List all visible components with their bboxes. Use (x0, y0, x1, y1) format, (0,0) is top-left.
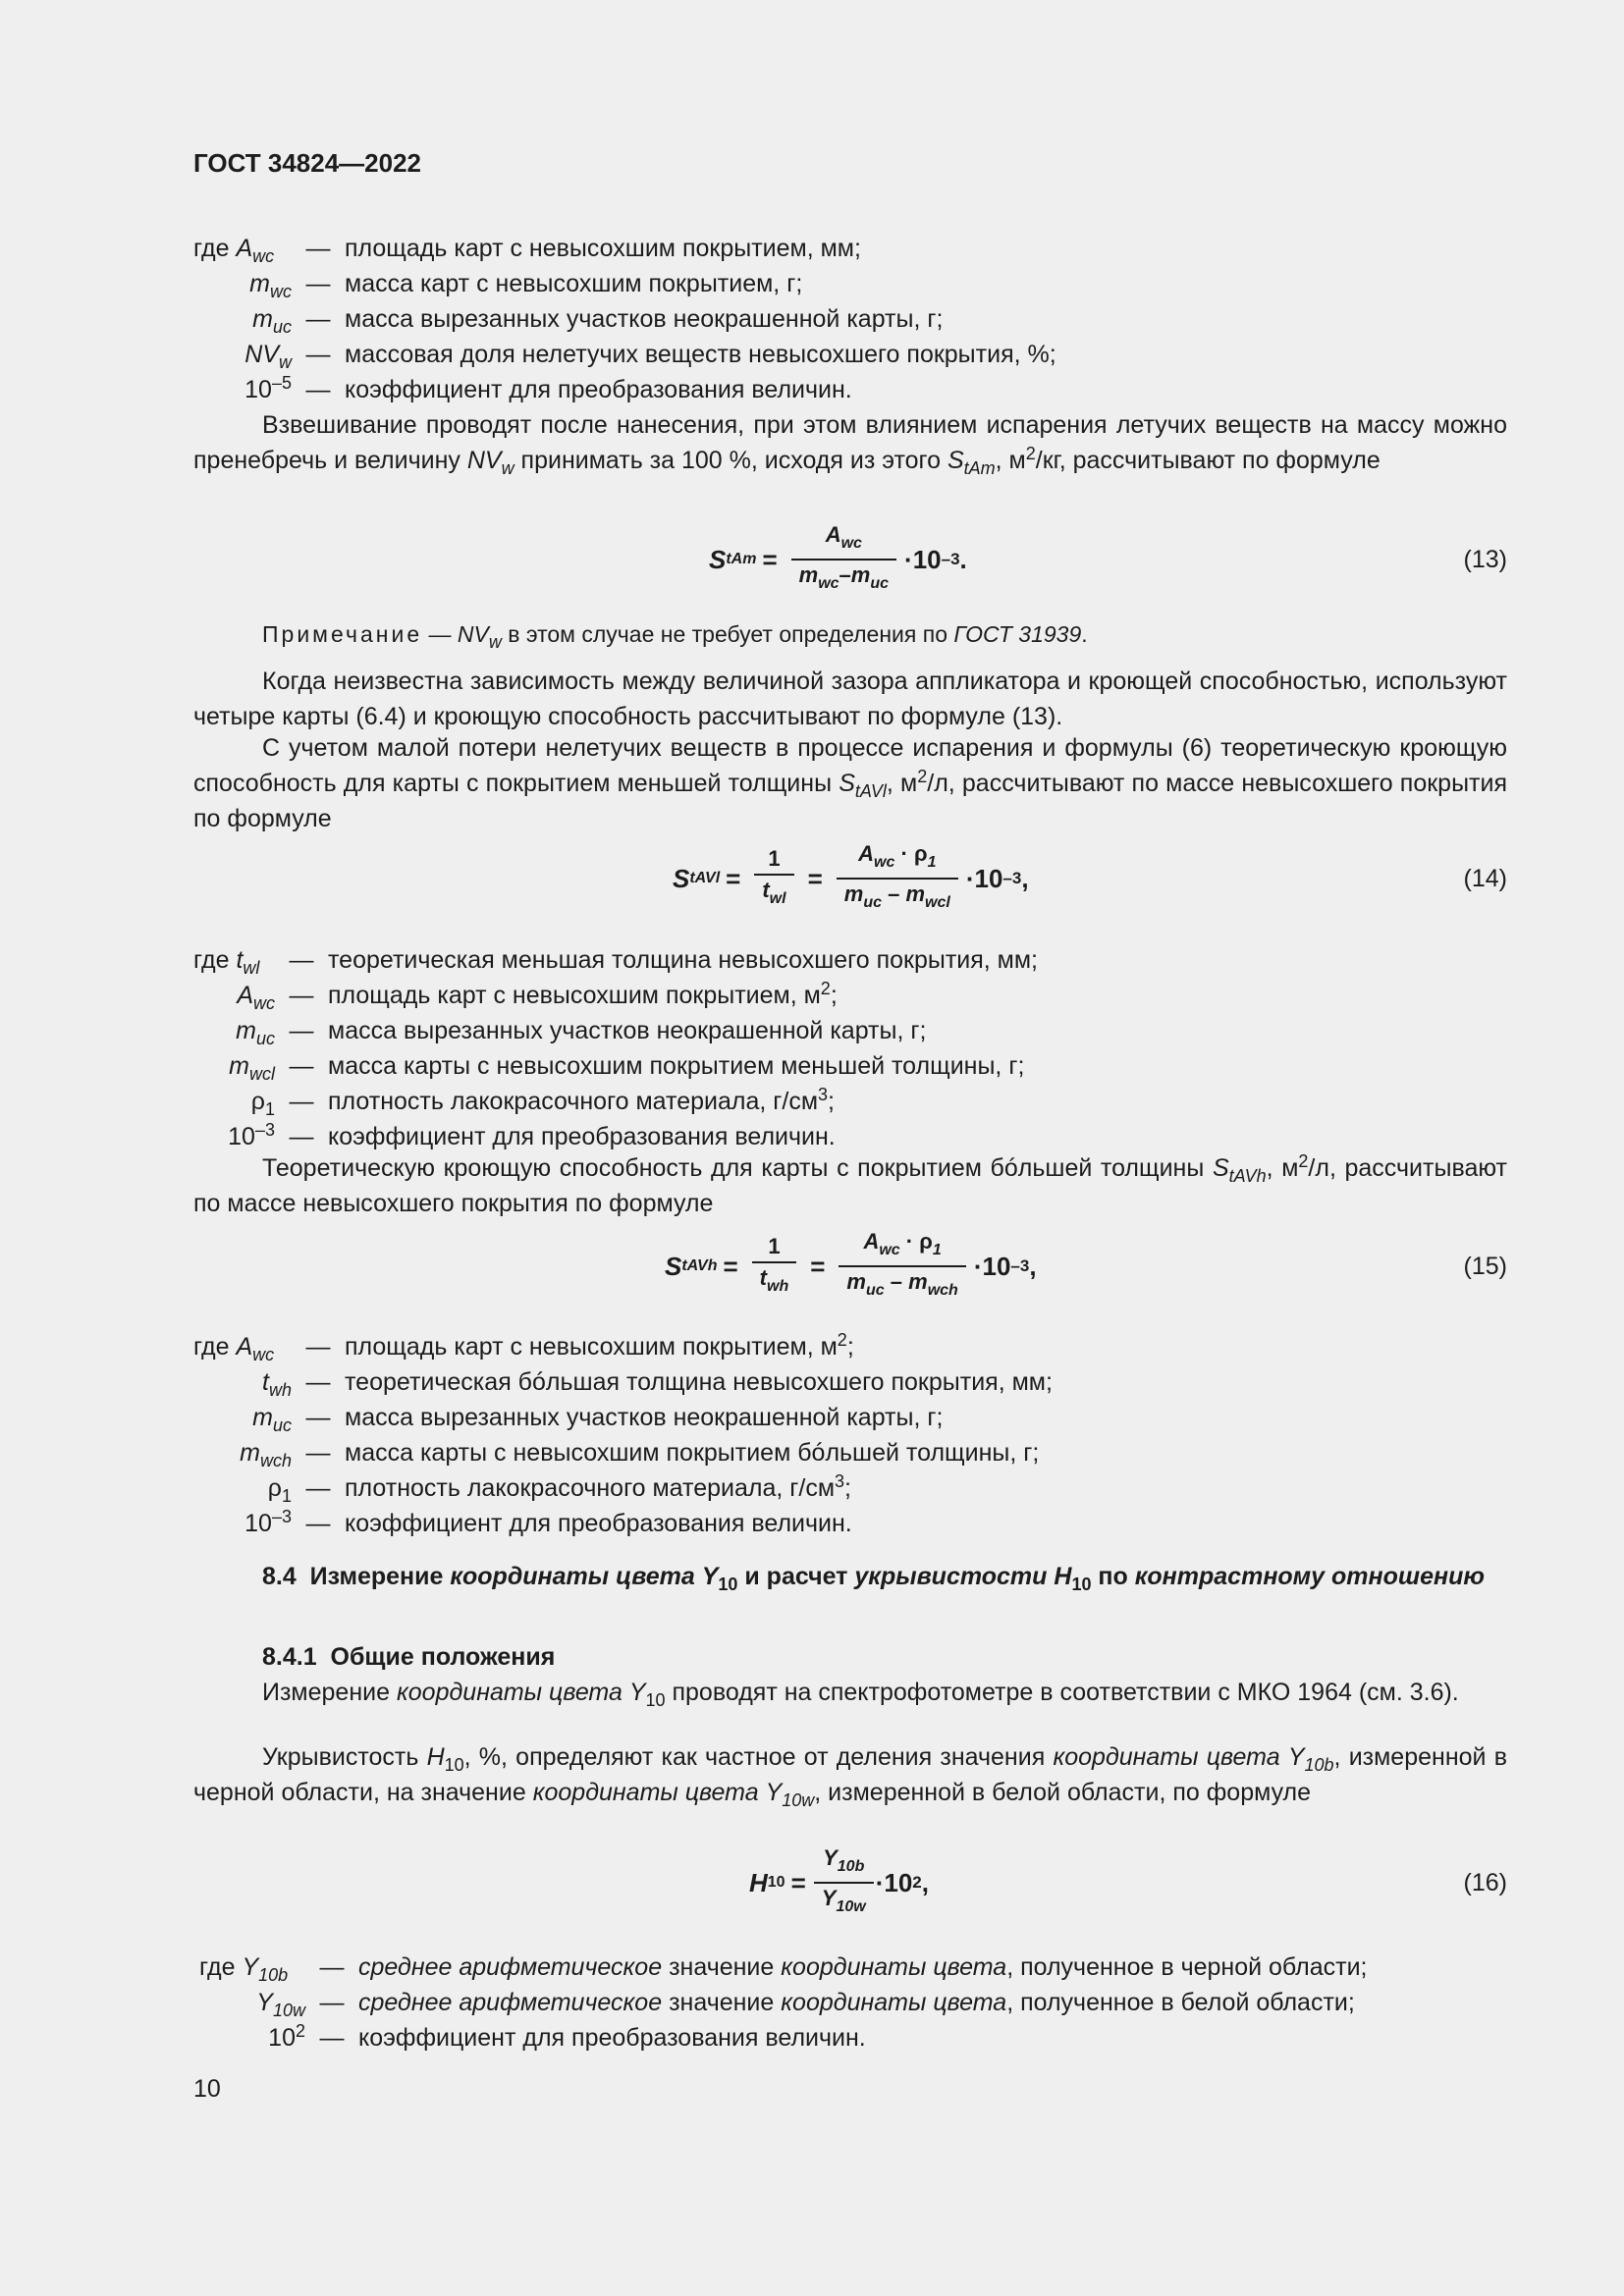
fraction: $\frac{A_{wc}}{m_{wc}-m_{uc}}$ (791, 520, 896, 599)
paragraph-thinner: С учетом малой потери нелетучих веществ в процессе испарения и формулы (6) теоретическую кроющую способность для карты с покрытием меньшей толщины $S_{tAVl}$, $м^2/л$, рассчитывают по массе невысохшего покрытия по формуле (193, 734, 1507, 832)
list-item: где $A_{wc}$ — площадь карт с невысохшим покрытием, $м^2$; (193, 1330, 854, 1364)
list-item: $A_{wc}$ — площадь карт с невысохшим покрытием, $м^2$; (237, 979, 838, 1013)
list-item: $m_{uc}$ — масса вырезанных участков неокрашенной карты, г; (252, 1404, 944, 1435)
fraction: $\frac{1}{t_{wh}}$ (752, 1232, 797, 1302)
section-heading-8-4-1: 8.4.1 Общие положения (262, 1643, 556, 1671)
list-item: $t_{wh}$ — теоретическая бóльшая толщина невысохшего покрытия, мм; (262, 1368, 1053, 1400)
list-item: $Y_{10w}$ — среднее арифметическое значение координаты цвета, полученное в белой области; (256, 1989, 1355, 2020)
formula-number: (15) (1463, 1253, 1507, 1280)
variable-list-4 (199, 1949, 1574, 2056)
formula-number: (16) (1463, 1869, 1507, 1896)
document-header: ГОСТ 34824—2022 (193, 148, 421, 178)
list-item: $10^2$ — коэффициент для преобразования величин. (268, 2021, 866, 2052)
list-item: $10^{-3}$ — коэффициент для преобразования величин. (228, 1120, 836, 1150)
section-heading-8-4: 8.4 Измерение координаты цвета $Y_{10}$ и расчет укрывистости $H_{10}$ по контрастному отношению (262, 1563, 1486, 1594)
list-item: $m_{wch}$ — масса карты с невысохшим покрытием бóльшей толщины, г; (240, 1439, 1040, 1470)
formula-13: S tAm = $\frac{A_{wc}}{m_{wc}-m_{uc}}$ ·10 –3 . (13) (193, 510, 1507, 609)
formula-15: S tAVh = $\frac{1}{t_{wh}}$ = $\frac{A_{wc} \cdot \rho_1}{m_{uc} - m_{wch}}$ ·10 –3 , (15) (193, 1217, 1507, 1315)
list-item: $\rho_1$ — плотность лакокрасочного материала, $г/см^3$; (250, 1085, 835, 1119)
list-item: $\rho_1$ — плотность лакокрасочного материала, $г/см^3$; (267, 1471, 851, 1506)
paragraph-measurement: Измерение координаты цвета $Y_{10}$ проводят на спектрофотометре в соответствии с МКО 1964 (см. 3.6). (262, 1679, 1459, 1710)
paragraph-hiding-power: Укрывистость $H_{10}$, %, определяют как частное от деления значения координаты цвета $Y_{10b}$, измеренной в черной области, на значение координаты цвета $Y_{10w}$, измеренной в белой области, по формуле (193, 1743, 1507, 1810)
fraction: $\frac{1}{t_{wl}}$ (754, 844, 793, 914)
formula-number: (14) (1463, 865, 1507, 892)
list-item: $NV_w$ — массовая доля нелетучих веществ невысохшего покрытия, %; (244, 341, 1056, 372)
list-item: где $A_{wc}$ — площадь карт с невысохшим покрытием, мм; (193, 235, 861, 266)
formula-16: H 10 = $\frac{Y_{10b}}{Y_{10w}}$ ·10 2 , (16) (193, 1834, 1507, 1932)
paragraph-weighing: Взвешивание проводят после нанесения, при этом влиянием испарения летучих веществ на массу можно пренебречь и величину $NV_w$ принимать за 100 %, исходя из этого $S_{tAm}$, $м^2/кг$, рассчитывают по формуле (193, 411, 1507, 478)
variable-list-1 (193, 231, 1568, 407)
list-item: где $t_{wl}$ — теоретическая меньшая толщина невысохшего покрытия, мм; (193, 946, 1038, 978)
formula-number: (13) (1463, 546, 1507, 573)
list-item: $m_{wcl}$ — масса карты с невысохшим покрытием меньшей толщины, г; (229, 1052, 1025, 1084)
list-item: $10^{-3}$ — коэффициент для преобразования величин. (244, 1507, 852, 1537)
page-number: 10 (193, 2075, 221, 2103)
note: Примечание — $NV_w$ в этом случае не требует определения по ГОСТ 31939. (262, 621, 1088, 652)
fraction: $\frac{Y_{10b}}{Y_{10w}}$ (814, 1843, 874, 1922)
list-item: $10^{-5}$ — коэффициент для преобразования величин. (244, 373, 852, 403)
fraction: $\frac{A_{wc} \cdot \rho_1}{m_{uc} - m_{wch}}$ (839, 1227, 965, 1306)
paragraph-four-cards: Когда неизвестна зависимость между величиной зазора аппликатора и кроющей способностью, используют четыре карты (6.4) и кроющую способность рассчитывают по формуле (13). (193, 667, 1507, 730)
variable-list-3 (193, 1329, 1568, 1541)
list-item: $m_{uc}$ — масса вырезанных участков неокрашенной карты, г; (252, 305, 944, 337)
formula-14: S tAVl = $\frac{1}{t_{wl}}$ = $\frac{A_{wc} \cdot \rho_1}{m_{uc} - m_{wcl}}$ ·10 –3 , (14) (193, 829, 1507, 928)
list-item: $m_{uc}$ — масса вырезанных участков неокрашенной карты, г; (236, 1017, 927, 1048)
list-item: где $Y_{10b}$ — среднее арифметическое значение координаты цвета, полученное в черной области; (199, 1953, 1368, 1985)
variable-list-2 (193, 942, 1568, 1154)
list-item: $m_{wc}$ — масса карт с невысохшим покрытием, г; (249, 270, 803, 301)
fraction: $\frac{A_{wc} \cdot \rho_1}{m_{uc} - m_{wcl}}$ (837, 839, 958, 918)
paragraph-thicker: Теоретическую кроющую способность для карты с покрытием бóльшей толщины $S_{tAVh}$, $м^2/л$, рассчитывают по массе невысохшего покрытия по формуле (193, 1151, 1507, 1217)
